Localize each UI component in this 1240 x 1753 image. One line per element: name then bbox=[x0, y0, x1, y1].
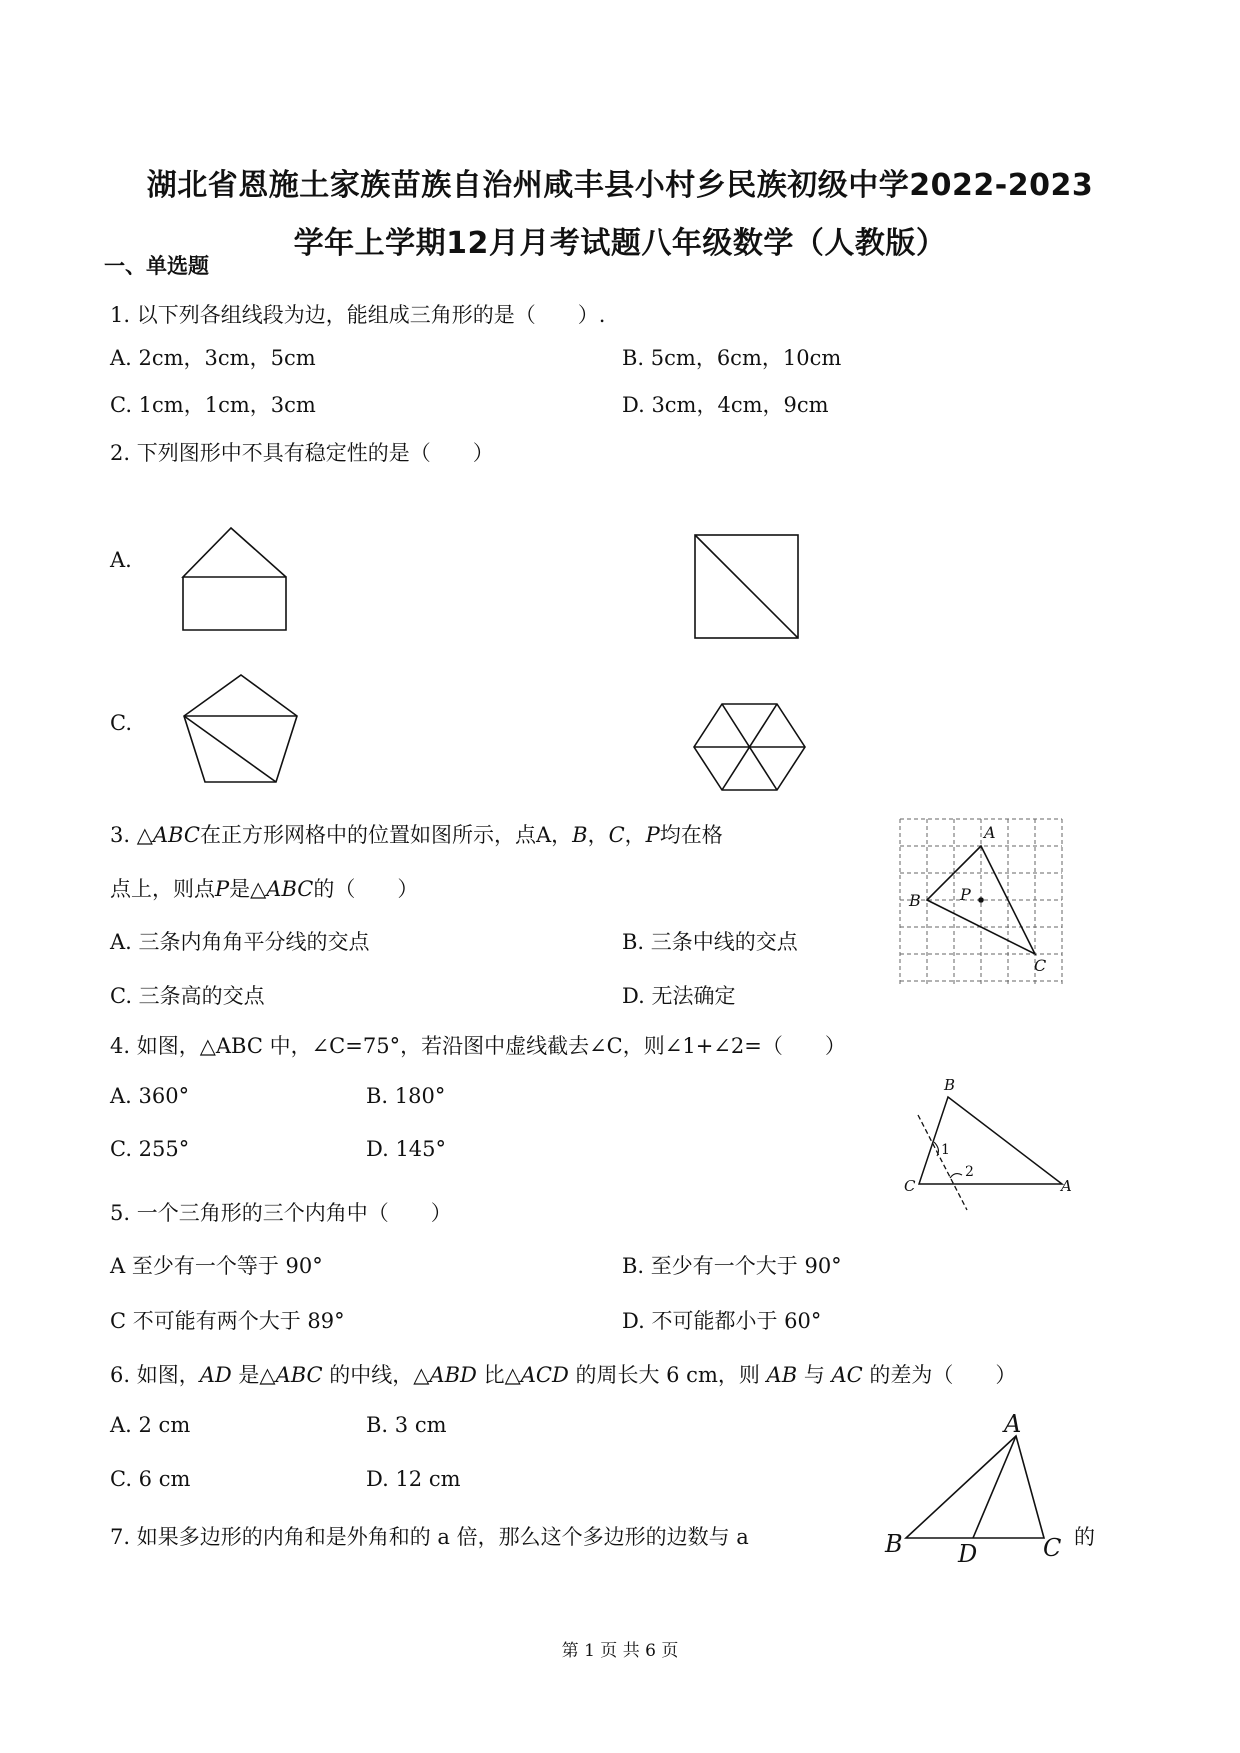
q3-number: 3. bbox=[110, 823, 131, 847]
q6-text-2: 的中线，△ bbox=[322, 1363, 430, 1387]
q1-option-b: B. 5cm，6cm，10cm bbox=[622, 346, 842, 370]
q6-triangle-abd: ABD bbox=[429, 1363, 477, 1387]
point-p-dot bbox=[978, 897, 984, 903]
q3-option-a: A. 三条内角角平分线的交点 bbox=[110, 930, 370, 954]
q6-text-6: 的差为（ ） bbox=[862, 1363, 1017, 1387]
q5-stem: 5. 一个三角形的三个内角中（ ） bbox=[110, 1201, 452, 1225]
q2-option-a-label: A. bbox=[110, 548, 132, 572]
q6-segment-ad: AD bbox=[199, 1363, 232, 1387]
q4-stem: 4. 如图，△ABC 中，∠C=75°，若沿图中虚线截去∠C，则∠1+∠2=（ ） bbox=[110, 1034, 846, 1058]
triangle-abc-shape bbox=[906, 1436, 1044, 1538]
median-label-d: D bbox=[958, 1540, 978, 1568]
q3-point-p: P bbox=[645, 823, 660, 847]
q4-option-d: D. 145° bbox=[366, 1137, 447, 1161]
q6-option-c: C. 6 cm bbox=[110, 1467, 191, 1491]
q3-text-4: 是 bbox=[229, 877, 251, 901]
q3-text-1: 在正方形网格中的位置如图所示，点 bbox=[199, 823, 536, 847]
q6-option-b: B. 3 cm bbox=[366, 1413, 447, 1437]
q1-option-a: A. 2cm，3cm，5cm bbox=[110, 346, 316, 370]
q6-text-1: 是△ bbox=[231, 1363, 276, 1387]
q3-text-2: 均在格 bbox=[659, 823, 723, 847]
grid-label-b: B bbox=[909, 891, 921, 910]
exam-title-line2: 学年上学期12月月考试题八年级数学（人教版） bbox=[293, 226, 947, 261]
q7-stem: 7. 如果多边形的内角和是外角和的 a 倍，那么这个多边形的边数与 a bbox=[110, 1525, 749, 1549]
q3-option-c: C. 三条高的交点 bbox=[110, 984, 265, 1008]
q3-stem-line1: 3. △ABC在正方形网格中的位置如图所示，点A，B，C，P均在格 bbox=[110, 823, 723, 847]
median-label-c: C bbox=[1043, 1534, 1062, 1562]
q6-text-5: 与 bbox=[797, 1363, 832, 1387]
section-heading: 一、单选题 bbox=[104, 254, 209, 278]
grid-label-p: P bbox=[960, 885, 971, 904]
grid-label-a: A bbox=[984, 823, 996, 842]
cut-label-a: A bbox=[1061, 1177, 1072, 1195]
grid-label-c: C bbox=[1034, 956, 1047, 975]
q3-point-c: C bbox=[608, 823, 625, 847]
q3-option-b: B. 三条中线的交点 bbox=[622, 930, 798, 954]
q1-option-c: C. 1cm，1cm，3cm bbox=[110, 393, 316, 417]
q3-stem-line2 bbox=[110, 873, 418, 903]
q7-stem-tail: 的 bbox=[1074, 1525, 1095, 1549]
q6-text-n: 6. 如图， bbox=[110, 1363, 200, 1387]
q4-option-a: A. 360° bbox=[110, 1084, 190, 1108]
q5-option-c: C 不可能有两个大于 89° bbox=[110, 1309, 345, 1333]
cut-label-1: 1 bbox=[941, 1142, 950, 1158]
q6-triangle-acd: ACD bbox=[520, 1363, 569, 1387]
q5-option-b: B. 至少有一个大于 90° bbox=[622, 1254, 842, 1278]
q3-point-a: A bbox=[535, 823, 552, 847]
triangle-abc-outline bbox=[919, 1097, 1062, 1184]
q3-point-b: B bbox=[572, 823, 588, 847]
q6-stem bbox=[110, 1359, 1016, 1389]
q5-option-d: D. 不可能都小于 60° bbox=[622, 1309, 822, 1333]
q5-option-a: A 至少有一个等于 90° bbox=[110, 1254, 323, 1278]
q6-text-4: 的周长大 6 cm，则 bbox=[568, 1363, 767, 1387]
q6-text-3: 比△ bbox=[476, 1363, 521, 1387]
q3-text-3: 点上，则点 bbox=[110, 877, 215, 901]
cut-label-b: B bbox=[944, 1076, 956, 1094]
q6-triangle-abc: ABC bbox=[275, 1363, 323, 1387]
median-ad bbox=[973, 1436, 1016, 1538]
q4-option-b: B. 180° bbox=[366, 1084, 446, 1108]
q6-option-d: D. 12 cm bbox=[366, 1467, 461, 1491]
q1-option-d: D. 3cm，4cm，9cm bbox=[622, 393, 829, 417]
cut-label-2: 2 bbox=[965, 1164, 974, 1180]
q6-option-a: A. 2 cm bbox=[110, 1413, 191, 1437]
q3-text-5: 的（ ） bbox=[313, 877, 419, 901]
q4-option-c: C. 255° bbox=[110, 1137, 190, 1161]
angle-2-arc bbox=[950, 1174, 962, 1178]
cut-dashed-line bbox=[918, 1115, 967, 1210]
q6-segment-ac: AC bbox=[831, 1363, 863, 1387]
median-label-b: B bbox=[885, 1530, 903, 1558]
cut-label-c: C bbox=[904, 1177, 916, 1195]
q2-stem: 2. 下列图形中不具有稳定性的是（ ） bbox=[110, 441, 494, 465]
q2-option-c-label: C. bbox=[110, 711, 132, 735]
q3-point-p-ref: P bbox=[215, 877, 230, 901]
median-label-a: A bbox=[1004, 1410, 1022, 1438]
q3-triangle-abc-ref: △ABC bbox=[250, 877, 314, 901]
exam-title-line1: 湖北省恩施土家族苗族自治州咸丰县小村乡民族初级中学2022-2023 bbox=[146, 168, 1094, 203]
q6-segment-ab: AB bbox=[766, 1363, 798, 1387]
q3-option-d: D. 无法确定 bbox=[622, 984, 736, 1008]
q1-stem: 1. 以下列各组线段为边，能组成三角形的是（ ）. bbox=[110, 303, 606, 327]
angle-1-arc bbox=[934, 1142, 938, 1156]
q3-triangle-abc: △ABC bbox=[136, 823, 200, 847]
page-footer: 第 1 页 共 6 页 bbox=[561, 1641, 679, 1661]
